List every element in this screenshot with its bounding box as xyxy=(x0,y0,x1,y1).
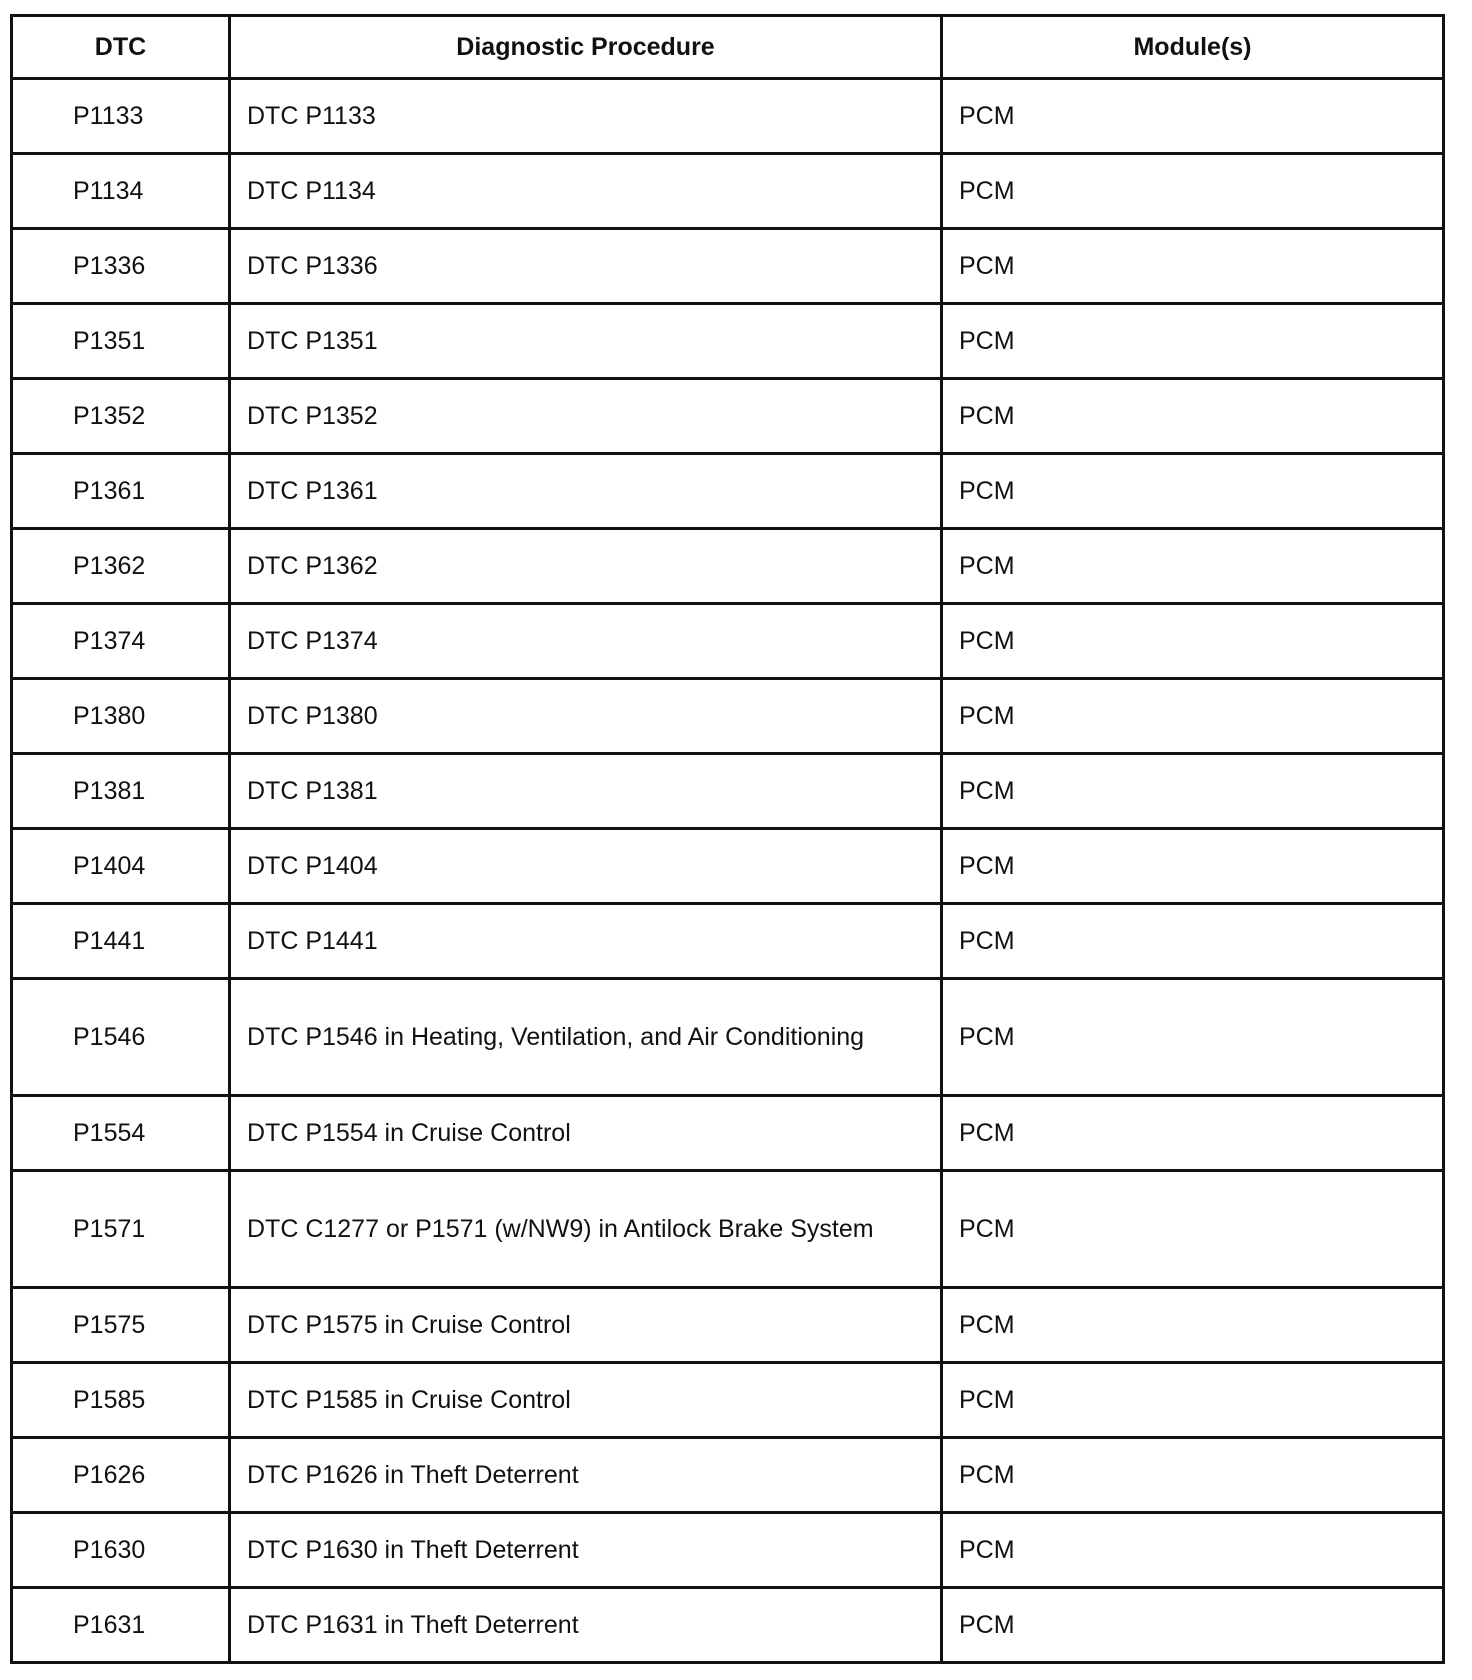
dtc-code-cell: P1352 xyxy=(12,379,230,454)
header-dtc: DTC xyxy=(12,16,230,79)
module-cell: PCM xyxy=(942,1096,1444,1171)
module-cell: PCM xyxy=(942,904,1444,979)
table-row xyxy=(12,529,1444,604)
module-cell: PCM xyxy=(942,979,1444,1096)
table-row xyxy=(12,229,1444,304)
module-cell: PCM xyxy=(942,1363,1444,1438)
table-row xyxy=(12,79,1444,154)
dtc-code-cell: P1361 xyxy=(12,454,230,529)
dtc-code-cell: P1374 xyxy=(12,604,230,679)
table-row xyxy=(12,1096,1444,1171)
diagnostic-procedure-cell: DTC P1575 in Cruise Control xyxy=(230,1288,942,1363)
diagnostic-procedure-cell: DTC P1631 in Theft Deterrent xyxy=(230,1588,942,1663)
dtc-code-cell: P1336 xyxy=(12,229,230,304)
diagnostic-procedure-cell: DTC C1277 or P1571 (w/NW9) in Antilock Brake System xyxy=(230,1171,942,1288)
diagnostic-procedure-cell: DTC P1554 in Cruise Control xyxy=(230,1096,942,1171)
diagnostic-procedure-cell: DTC P1441 xyxy=(230,904,942,979)
diagnostic-procedure-cell: DTC P1630 in Theft Deterrent xyxy=(230,1513,942,1588)
diagnostic-procedure-cell: DTC P1351 xyxy=(230,304,942,379)
dtc-code-cell: P1381 xyxy=(12,754,230,829)
table-row xyxy=(12,604,1444,679)
diagnostic-procedure-cell: DTC P1362 xyxy=(230,529,942,604)
diagnostic-procedure-cell: DTC P1585 in Cruise Control xyxy=(230,1363,942,1438)
table-row xyxy=(12,1588,1444,1663)
table-row xyxy=(12,1363,1444,1438)
header-modules: Module(s) xyxy=(942,16,1444,79)
module-cell: PCM xyxy=(942,604,1444,679)
dtc-code-cell: P1546 xyxy=(12,979,230,1096)
dtc-table xyxy=(10,14,1445,1664)
dtc-code-cell: P1626 xyxy=(12,1438,230,1513)
diagnostic-procedure-cell: DTC P1381 xyxy=(230,754,942,829)
module-cell: PCM xyxy=(942,529,1444,604)
dtc-code-cell: P1133 xyxy=(12,79,230,154)
diagnostic-procedure-cell: DTC P1361 xyxy=(230,454,942,529)
table-row xyxy=(12,1171,1444,1288)
dtc-code-cell: P1630 xyxy=(12,1513,230,1588)
dtc-code-cell: P1134 xyxy=(12,154,230,229)
dtc-code-cell: P1362 xyxy=(12,529,230,604)
diagnostic-procedure-cell: DTC P1404 xyxy=(230,829,942,904)
dtc-code-cell: P1441 xyxy=(12,904,230,979)
table-row xyxy=(12,979,1444,1096)
table-row xyxy=(12,154,1444,229)
table-row xyxy=(12,1513,1444,1588)
module-cell: PCM xyxy=(942,1171,1444,1288)
table-row xyxy=(12,1438,1444,1513)
module-cell: PCM xyxy=(942,304,1444,379)
dtc-code-cell: P1575 xyxy=(12,1288,230,1363)
table-row xyxy=(12,379,1444,454)
dtc-code-cell: P1351 xyxy=(12,304,230,379)
table-row xyxy=(12,679,1444,754)
module-cell: PCM xyxy=(942,1438,1444,1513)
dtc-code-cell: P1585 xyxy=(12,1363,230,1438)
module-cell: PCM xyxy=(942,754,1444,829)
table-row xyxy=(12,754,1444,829)
module-cell: PCM xyxy=(942,1288,1444,1363)
module-cell: PCM xyxy=(942,454,1444,529)
diagnostic-procedure-cell: DTC P1380 xyxy=(230,679,942,754)
dtc-code-cell: P1404 xyxy=(12,829,230,904)
diagnostic-procedure-cell: DTC P1374 xyxy=(230,604,942,679)
header-diagnostic-procedure: Diagnostic Procedure xyxy=(230,16,942,79)
diagnostic-procedure-cell: DTC P1134 xyxy=(230,154,942,229)
module-cell: PCM xyxy=(942,79,1444,154)
dtc-code-cell: P1571 xyxy=(12,1171,230,1288)
module-cell: PCM xyxy=(942,1513,1444,1588)
diagnostic-procedure-cell: DTC P1336 xyxy=(230,229,942,304)
module-cell: PCM xyxy=(942,1588,1444,1663)
module-cell: PCM xyxy=(942,379,1444,454)
module-cell: PCM xyxy=(942,829,1444,904)
diagnostic-procedure-cell: DTC P1626 in Theft Deterrent xyxy=(230,1438,942,1513)
table-row xyxy=(12,829,1444,904)
module-cell: PCM xyxy=(942,679,1444,754)
diagnostic-procedure-cell: DTC P1352 xyxy=(230,379,942,454)
table-header-row xyxy=(12,16,1444,79)
module-cell: PCM xyxy=(942,154,1444,229)
dtc-code-cell: P1554 xyxy=(12,1096,230,1171)
dtc-table-container xyxy=(10,14,1442,1664)
diagnostic-procedure-cell: DTC P1133 xyxy=(230,79,942,154)
table-row xyxy=(12,454,1444,529)
table-row xyxy=(12,304,1444,379)
table-row xyxy=(12,904,1444,979)
dtc-code-cell: P1380 xyxy=(12,679,230,754)
module-cell: PCM xyxy=(942,229,1444,304)
diagnostic-procedure-cell: DTC P1546 in Heating, Ventilation, and Air Conditioning xyxy=(230,979,942,1096)
dtc-code-cell: P1631 xyxy=(12,1588,230,1663)
table-row xyxy=(12,1288,1444,1363)
